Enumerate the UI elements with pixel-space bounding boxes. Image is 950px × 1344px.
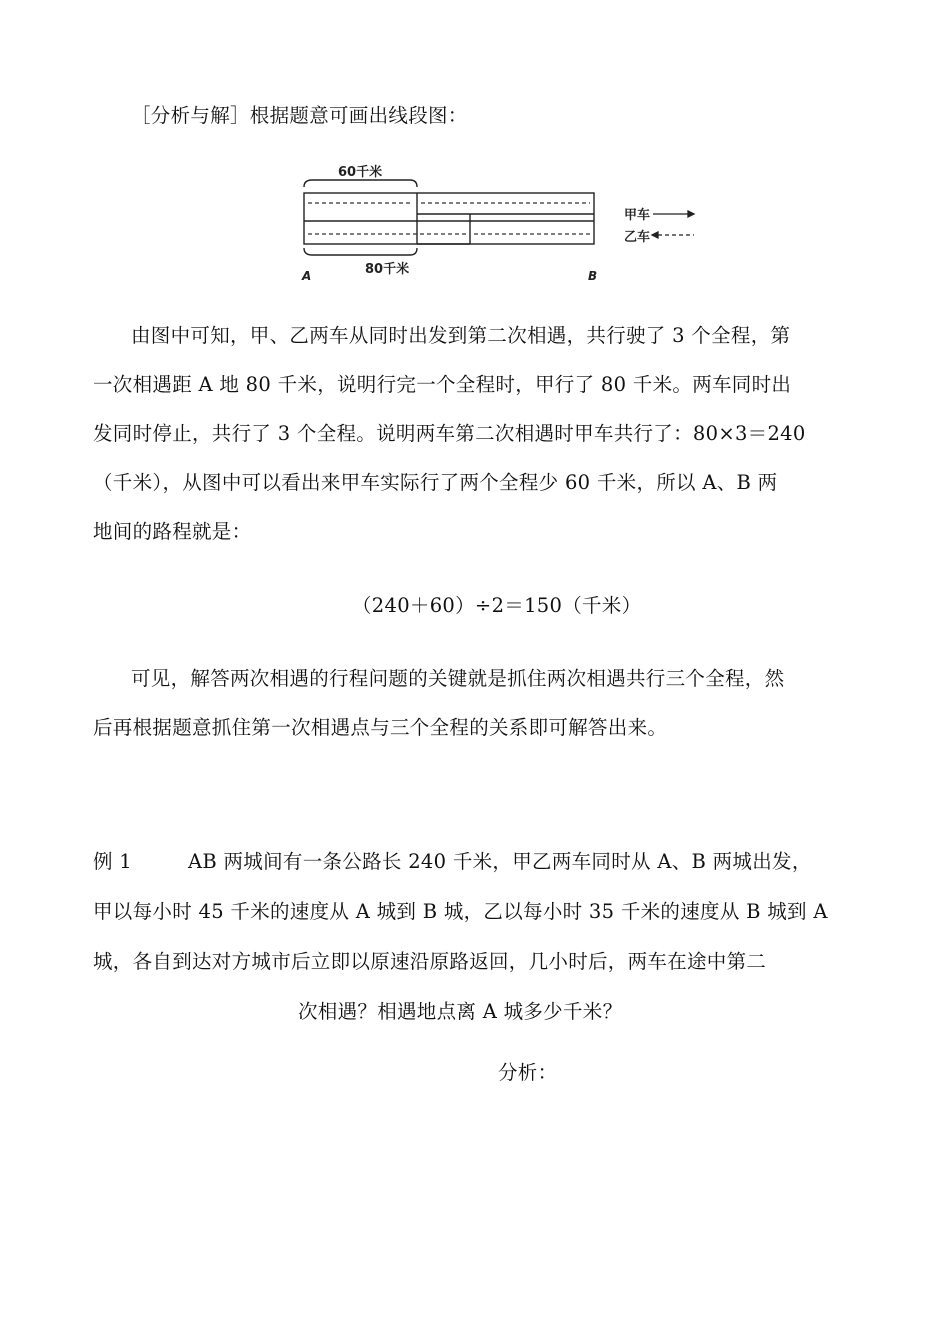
- route-box: [304, 193, 594, 244]
- example-label: 例 1: [93, 850, 133, 873]
- explanation-line-2: 一次相遇距 A 地 80 千米，说明行完一个全程时，甲行了 80 千米。两车同时出: [93, 373, 792, 396]
- explanation-line-4: （千米），从图中可以看出来甲车实际行了两个全程少 60 千米，所以 A、B 两: [93, 471, 778, 494]
- explanation-line-3: 发同时停止，共行了 3 个全程。说明两车第二次相遇时甲车共行了：80×3＝240: [93, 422, 806, 445]
- formula: （240＋60）÷2＝150（千米）: [352, 594, 642, 617]
- legend-jia: 甲车: [624, 208, 651, 223]
- line-segment-diagram: [290, 156, 710, 286]
- analysis-label: 分析：: [498, 1061, 558, 1084]
- label-b: B: [588, 269, 598, 283]
- conclusion-line-1: 可见，解答两次相遇的行程问题的关键就是抓住两次相遇共行三个全程，然: [131, 667, 785, 690]
- brace-60km: [304, 180, 417, 187]
- analysis-heading: ［分析与解］根据题意可画出线段图：: [131, 104, 468, 127]
- legend-yi: 乙车: [624, 230, 651, 245]
- label-60km: 60千米: [338, 165, 383, 180]
- example-line-2: 甲以每小时 45 千米的速度从 A 城到 B 城，乙以每小时 35 千米的速度从 B 城到 A: [93, 900, 828, 923]
- conclusion-line-2: 后再根据题意抓住第一次相遇点与三个全程的关系即可解答出来。: [93, 716, 668, 739]
- example-line-4: 次相遇？相遇地点离 A 城多少千米？: [298, 1000, 623, 1023]
- example-line-3: 城，各自到达对方城市后立即以原速沿原路返回，几小时后，两车在途中第二: [93, 950, 767, 973]
- example-line-1: AB 两城间有一条公路长 240 千米，甲乙两车同时从 A、B 两城出发，: [188, 850, 812, 873]
- label-a: A: [302, 269, 312, 283]
- label-80km: 80千米: [365, 262, 410, 277]
- explanation-line-5: 地间的路程就是：: [93, 520, 252, 543]
- explanation-line-1: 由图中可知，甲、乙两车从同时出发到第二次相遇，共行驶了 3 个全程，第: [131, 324, 791, 347]
- brace-80km: [304, 248, 417, 255]
